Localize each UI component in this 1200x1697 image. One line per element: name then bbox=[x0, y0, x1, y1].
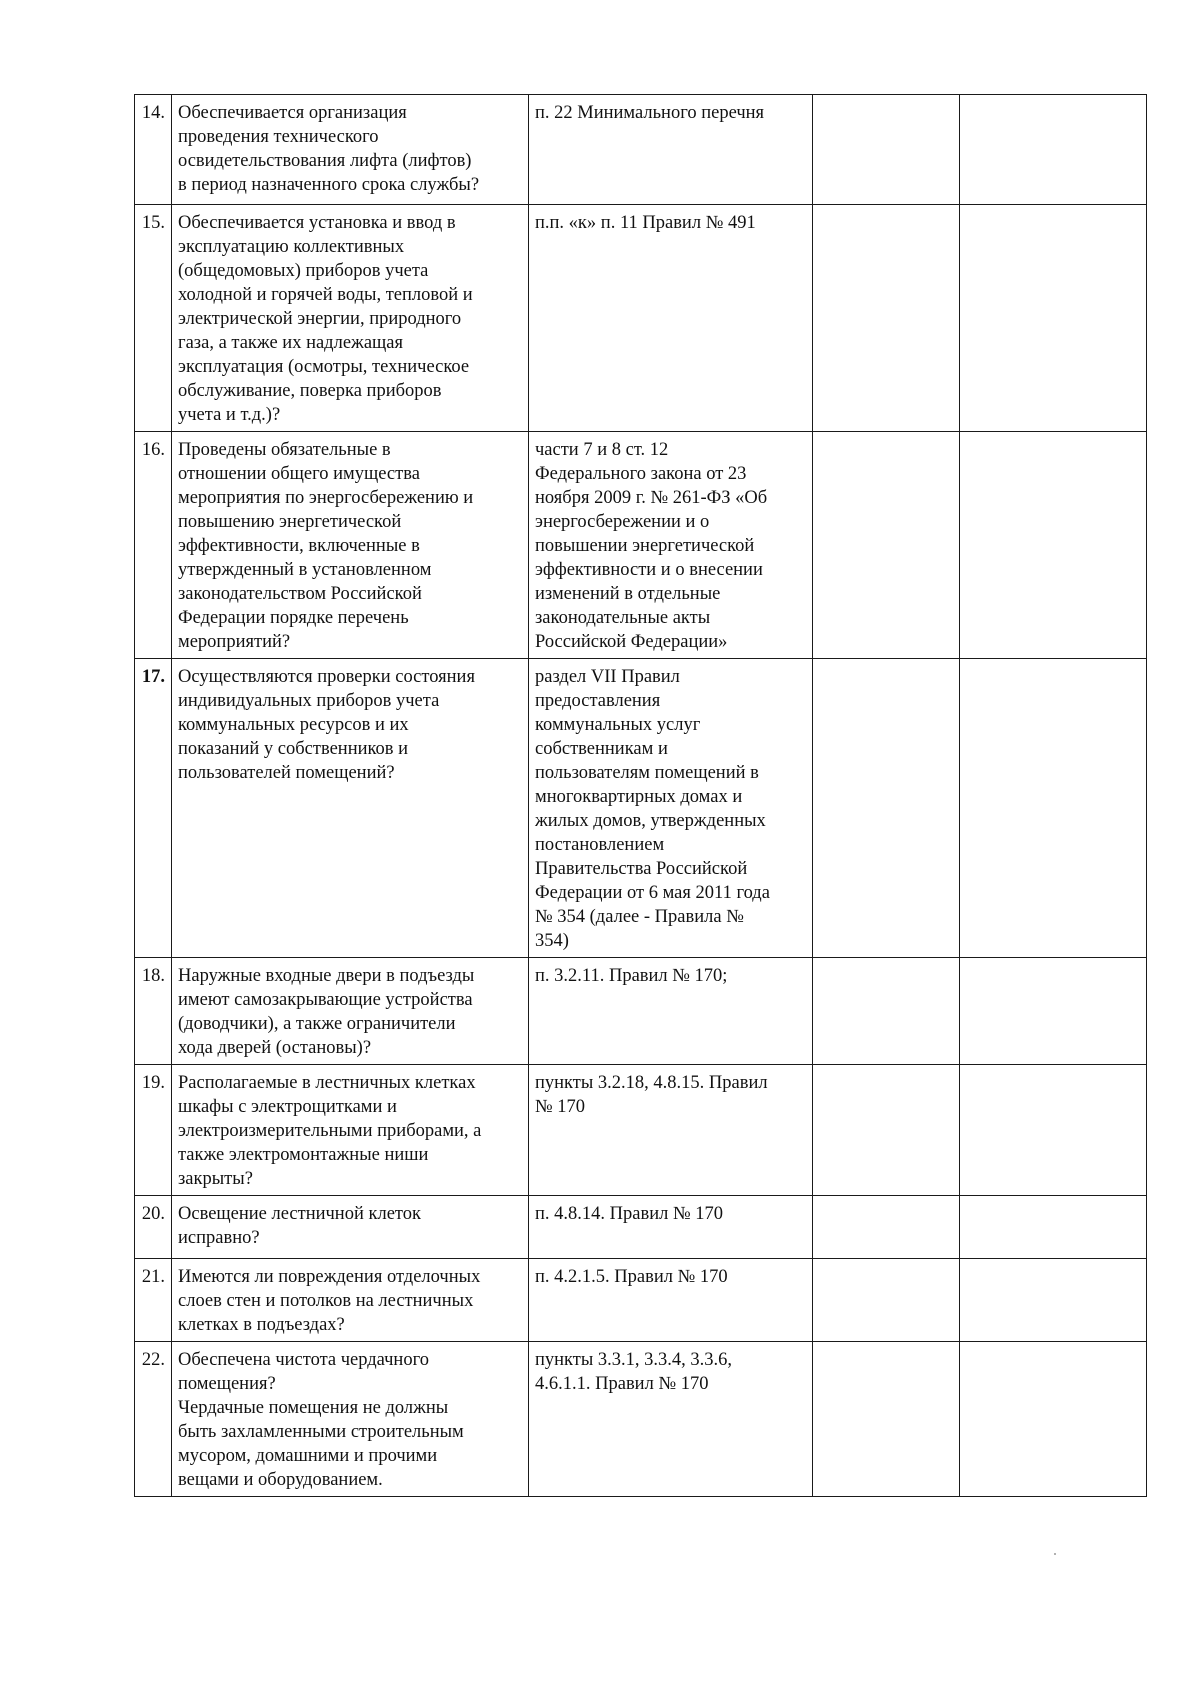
checklist-table bbox=[134, 94, 1147, 1497]
question-line: мероприятия по энергосбережению и bbox=[178, 488, 474, 508]
answer-cell bbox=[813, 1342, 960, 1497]
question-line: электрической энергии, природного bbox=[178, 309, 462, 329]
question-line: индивидуальных приборов учета bbox=[178, 691, 440, 711]
reference-line: части 7 и 8 ст. 12 bbox=[535, 440, 669, 460]
checklist-row bbox=[135, 958, 1147, 1065]
reference-line: № 170 bbox=[535, 1097, 586, 1117]
notes-cell bbox=[960, 659, 1147, 958]
question-line: шкафы с электрощитками и bbox=[178, 1097, 397, 1117]
reference-line: энергосбережении и о bbox=[535, 512, 710, 532]
requirement-question bbox=[172, 95, 529, 205]
question-line: Имеются ли повреждения отделочных bbox=[178, 1267, 481, 1287]
legal-reference bbox=[529, 1342, 813, 1497]
checklist-row bbox=[135, 1065, 1147, 1196]
question-line: повышению энергетической bbox=[178, 512, 402, 532]
question-line: эксплуатацию коллективных bbox=[178, 237, 405, 257]
question-line: мероприятий? bbox=[178, 632, 291, 652]
question-line: электроизмерительными приборами, а bbox=[178, 1121, 482, 1141]
question-line: учета и т.д.)? bbox=[178, 405, 281, 425]
row-number: 21. bbox=[135, 1259, 172, 1342]
requirement-question bbox=[172, 1342, 529, 1497]
notes-cell bbox=[960, 1196, 1147, 1259]
question-line: газа, а также их надлежащая bbox=[178, 333, 403, 353]
answer-cell bbox=[813, 95, 960, 205]
row-number: 19. bbox=[135, 1065, 172, 1196]
legal-reference bbox=[529, 95, 813, 205]
question-line: Чердачные помещения не должны bbox=[178, 1398, 449, 1418]
answer-cell bbox=[813, 1065, 960, 1196]
question-line: имеют самозакрывающие устройства bbox=[178, 990, 473, 1010]
reference-line: коммунальных услуг bbox=[535, 715, 701, 735]
question-line: Освещение лестничной клеток bbox=[178, 1204, 421, 1224]
row-number: 15. bbox=[135, 205, 172, 432]
question-line: эксплуатация (осмотры, техническое bbox=[178, 357, 470, 377]
reference-line: повышении энергетической bbox=[535, 536, 755, 556]
reference-line: Федерального закона от 23 bbox=[535, 464, 747, 484]
question-line: проведения технического bbox=[178, 127, 379, 147]
reference-line: постановлением bbox=[535, 835, 665, 855]
question-line: холодной и горячей воды, тепловой и bbox=[178, 285, 473, 305]
notes-cell bbox=[960, 1065, 1147, 1196]
notes-cell bbox=[960, 95, 1147, 205]
requirement-question bbox=[172, 1196, 529, 1259]
reference-line: законодательные акты bbox=[535, 608, 711, 628]
requirement-question bbox=[172, 205, 529, 432]
row-number: 22. bbox=[135, 1342, 172, 1497]
answer-cell bbox=[813, 205, 960, 432]
question-line: обслуживание, поверка приборов bbox=[178, 381, 442, 401]
reference-line: многоквартирных домах и bbox=[535, 787, 743, 807]
reference-line: ноября 2009 г. № 261-ФЗ «Об bbox=[535, 488, 768, 508]
legal-reference bbox=[529, 1259, 813, 1342]
requirement-question bbox=[172, 958, 529, 1065]
answer-cell bbox=[813, 1196, 960, 1259]
legal-reference bbox=[529, 205, 813, 432]
reference-line: п. 22 Минимального перечня bbox=[535, 103, 765, 123]
reference-line: пользователям помещений в bbox=[535, 763, 759, 783]
row-number: 20. bbox=[135, 1196, 172, 1259]
answer-cell bbox=[813, 659, 960, 958]
checklist-row bbox=[135, 1196, 1147, 1259]
question-line: Обеспечивается организация bbox=[178, 103, 407, 123]
row-number: 18. bbox=[135, 958, 172, 1065]
question-line: освидетельствования лифта (лифтов) bbox=[178, 151, 472, 171]
notes-cell bbox=[960, 1259, 1147, 1342]
checklist-row bbox=[135, 205, 1147, 432]
row-number: 16. bbox=[135, 432, 172, 659]
reference-line: пункты 3.3.1, 3.3.4, 3.3.6, bbox=[535, 1350, 733, 1370]
question-line: законодательством Российской bbox=[178, 584, 422, 604]
reference-line: п. 3.2.11. Правил № 170; bbox=[535, 966, 728, 986]
question-line: хода дверей (остановы)? bbox=[178, 1038, 372, 1058]
question-line: мусором, домашними и прочими bbox=[178, 1446, 438, 1466]
question-line: пользователей помещений? bbox=[178, 763, 395, 783]
checklist-row bbox=[135, 659, 1147, 958]
reference-line: раздел VII Правил bbox=[535, 667, 680, 687]
question-line: вещами и оборудованием. bbox=[178, 1470, 383, 1490]
answer-cell bbox=[813, 958, 960, 1065]
notes-cell bbox=[960, 1342, 1147, 1497]
reference-line: п. 4.8.14. Правил № 170 bbox=[535, 1204, 723, 1224]
question-line: Осуществляются проверки состояния bbox=[178, 667, 475, 687]
question-line: также электромонтажные ниши bbox=[178, 1145, 429, 1165]
notes-cell bbox=[960, 205, 1147, 432]
reference-line: № 354 (далее - Правила № bbox=[535, 907, 744, 927]
reference-line: собственникам и bbox=[535, 739, 668, 759]
requirement-question bbox=[172, 659, 529, 958]
question-line: отношении общего имущества bbox=[178, 464, 420, 484]
requirement-question bbox=[172, 1259, 529, 1342]
reference-line: Российской Федерации» bbox=[535, 632, 728, 652]
checklist-row bbox=[135, 95, 1147, 205]
question-line: коммунальных ресурсов и их bbox=[178, 715, 409, 735]
reference-line: 4.6.1.1. Правил № 170 bbox=[535, 1374, 709, 1394]
reference-line: изменений в отдельные bbox=[535, 584, 721, 604]
question-line: Располагаемые в лестничных клетках bbox=[178, 1073, 476, 1093]
requirement-question bbox=[172, 432, 529, 659]
legal-reference bbox=[529, 659, 813, 958]
reference-line: предоставления bbox=[535, 691, 661, 711]
checklist-body bbox=[135, 95, 1147, 1497]
reference-line: п.п. «к» п. 11 Правил № 491 bbox=[535, 213, 756, 233]
reference-line: п. 4.2.1.5. Правил № 170 bbox=[535, 1267, 728, 1287]
reference-line: жилых домов, утвержденных bbox=[535, 811, 766, 831]
question-line: эффективности, включенные в bbox=[178, 536, 420, 556]
reference-line: Правительства Российской bbox=[535, 859, 748, 879]
checklist-row bbox=[135, 1342, 1147, 1497]
question-line: быть захламленными строительным bbox=[178, 1422, 464, 1442]
question-line: помещения? bbox=[178, 1374, 276, 1394]
question-line: (доводчики), а также ограничители bbox=[178, 1014, 456, 1034]
row-number: 17. bbox=[135, 659, 172, 958]
question-line: Федерации порядке перечень bbox=[178, 608, 409, 628]
question-line: исправно? bbox=[178, 1228, 260, 1248]
question-line: утвержденный в установленном bbox=[178, 560, 432, 580]
checklist-row bbox=[135, 432, 1147, 659]
reference-line: Федерации от 6 мая 2011 года bbox=[535, 883, 770, 903]
reference-line: пункты 3.2.18, 4.8.15. Правил bbox=[535, 1073, 768, 1093]
question-line: в период назначенного срока службы? bbox=[178, 175, 480, 195]
question-line: Обеспечена чистота чердачного bbox=[178, 1350, 429, 1370]
row-number: 14. bbox=[135, 95, 172, 205]
question-line: Наружные входные двери в подъезды bbox=[178, 966, 475, 986]
question-line: закрыты? bbox=[178, 1169, 253, 1189]
question-line: Обеспечивается установка и ввод в bbox=[178, 213, 456, 233]
reference-line: эффективности и о внесении bbox=[535, 560, 763, 580]
question-line: показаний у собственников и bbox=[178, 739, 409, 759]
scan-speck bbox=[1054, 1553, 1056, 1555]
requirement-question bbox=[172, 1065, 529, 1196]
legal-reference bbox=[529, 1196, 813, 1259]
question-line: слоев стен и потолков на лестничных bbox=[178, 1291, 474, 1311]
answer-cell bbox=[813, 432, 960, 659]
answer-cell bbox=[813, 1259, 960, 1342]
notes-cell bbox=[960, 432, 1147, 659]
legal-reference bbox=[529, 958, 813, 1065]
question-line: клетках в подъездах? bbox=[178, 1315, 345, 1335]
question-line: (общедомовых) приборов учета bbox=[178, 261, 429, 281]
question-line: Проведены обязательные в bbox=[178, 440, 391, 460]
checklist-row bbox=[135, 1259, 1147, 1342]
notes-cell bbox=[960, 958, 1147, 1065]
legal-reference bbox=[529, 432, 813, 659]
reference-line: 354) bbox=[535, 931, 569, 951]
legal-reference bbox=[529, 1065, 813, 1196]
